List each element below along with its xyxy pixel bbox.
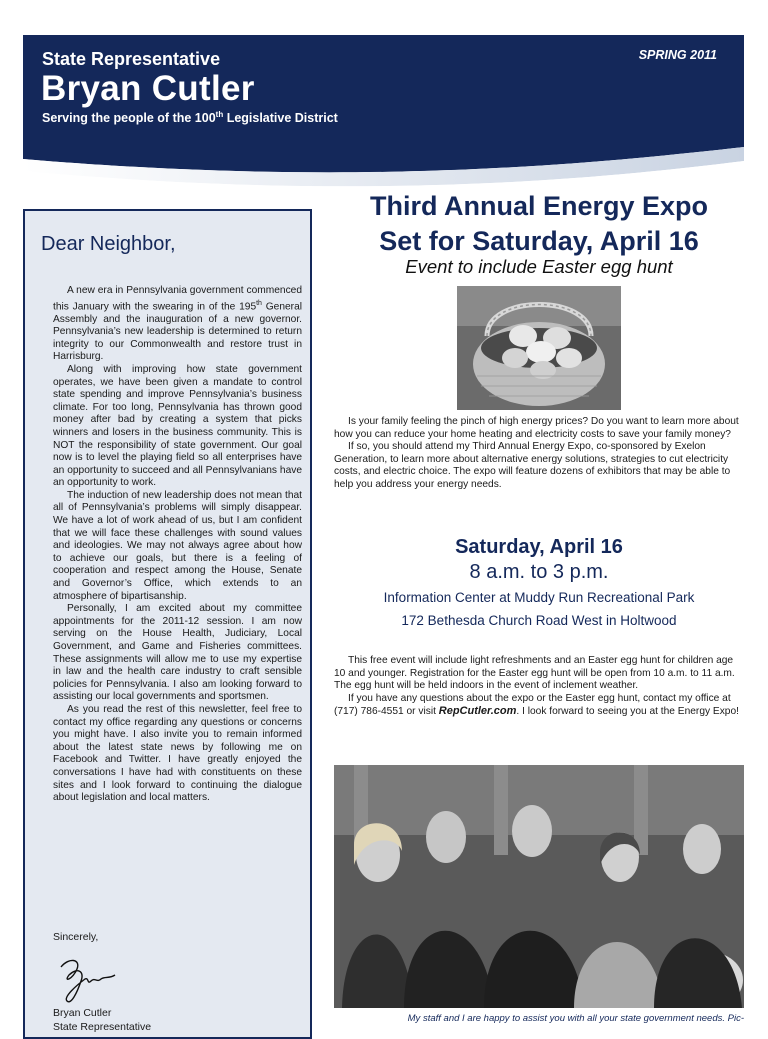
event-location: Information Center at Muddy Run Recreational Park	[383, 590, 695, 605]
event-date: Saturday, April 16	[455, 536, 623, 558]
signer-title: State Representative	[53, 1021, 152, 1033]
headline-line: Third Annual Energy Expo	[369, 191, 709, 221]
letter-paragraph: Along with improving how state government operates, we have been given a mandate to control state spending and improve Pennsylvania’s business climate. For too long, Pennsylvania has thrown good money after bad by creating a system that picks winners and losers in the business community. This is NOT the responsibility of state government. Our goal now is to level the playing field so all enterprises have an opportunity to succeed and all Pennsylvanians have an opportunity to work.	[53, 363, 302, 489]
article-paragraph: Is your family feeling the pinch of high energy prices? Do you want to learn more about how you can reduce your home heating and electricity costs to save your family money?	[334, 416, 739, 440]
photo-caption: My staff and I are happy to assist you with all your state government needs. Pic-	[407, 1013, 744, 1024]
article-paragraph: If you have any questions about the expo or the Easter egg hunt, contact my office at (717) 786-4551 or visit RepCutler.com. I look forward to seeing you at the Energy Expo!	[334, 692, 739, 718]
masthead-kicker: State Representative	[42, 49, 221, 69]
article-details	[334, 655, 744, 719]
letter-paragraph: As you read the rest of this newsletter, feel free to contact my office regarding any questions or concerns you might have. I also invite you to remain informed about the latest state news by following me on Facebook and Twitter. I have greatly enjoyed the conversations I have had with constituents on these sites and I look forward to continuing the dialogue about legislation and local matters.	[53, 703, 302, 804]
letter-panel	[23, 209, 312, 1039]
article-intro	[334, 416, 744, 492]
event-time: 8 a.m. to 3 p.m.	[469, 561, 609, 583]
letter-body	[53, 285, 302, 805]
website-link[interactable]: RepCutler.com	[438, 705, 517, 718]
issue-label: SPRING 2011	[638, 48, 717, 62]
letter-paragraph: A new era in Pennsylvania government commenced this January with the swearing in of the 195th General Assembly and the inauguration of a new governor. Pennsylvania’s new leadership is determined to return integrity to our Commonwealth and restore trust in Harrisburg.	[53, 285, 302, 363]
article-paragraph: This free event will include light refreshments and an Easter egg hunt for children age 10 and younger. Registration for the Easter egg hunt will be open from 10 a.m. to 11 a.m. The egg hunt will be held indoors in the event of inclement weather.	[334, 655, 735, 692]
headline-line: Set for Saturday, April 16	[379, 226, 699, 256]
article-headline	[334, 189, 744, 259]
article-subhead: Event to include Easter egg hunt	[405, 256, 673, 277]
masthead	[23, 35, 744, 195]
staff-group-photo	[334, 765, 744, 1008]
article-paragraph: If so, you should attend my Third Annual Energy Expo, co-sponsored by Exelon Generation, to learn more about alternative energy solutions, strategies to cut electricity costs, and electric choice. The expo will feature dozens of exhibitors that may be able to help you address your energy needs.	[334, 441, 731, 490]
letter-closing: Sincerely,	[53, 931, 99, 943]
easter-basket-photo	[457, 286, 621, 410]
signer-name: Bryan Cutler	[53, 1007, 112, 1019]
signature-image	[55, 949, 125, 1009]
masthead-name: Bryan Cutler	[41, 69, 255, 108]
letter-greeting: Dear Neighbor,	[41, 233, 176, 255]
letter-paragraph: Personally, I am excited about my committee appointments for the 2011-12 session. I am now serving on the House Health, Judiciary, Local Government, and Game and Fisheries committees. These assignments will allow me to use my expertise in law and the health care industry to craft sensible policies for Pennsylvania. I also am looking forward to assisting our local governments and sportsmen.	[53, 603, 302, 703]
masthead-tagline: Serving the people of the 100th Legislative District	[42, 110, 338, 126]
event-address: 172 Bethesda Church Road West in Holtwood	[401, 613, 677, 628]
letter-paragraph: The induction of new leadership does not mean that all of Pennsylvania’s problems will simply disappear. We have a lot of work ahead of us, but I am confident that we will face these challenges with sound values and ideologies. We may not always agree about how to achieve our goals, but there is a feeling of cooperation and respect among the House, Senate and Governor’s Office, which extends to an atmosphere of bipartisanship.	[53, 489, 302, 602]
